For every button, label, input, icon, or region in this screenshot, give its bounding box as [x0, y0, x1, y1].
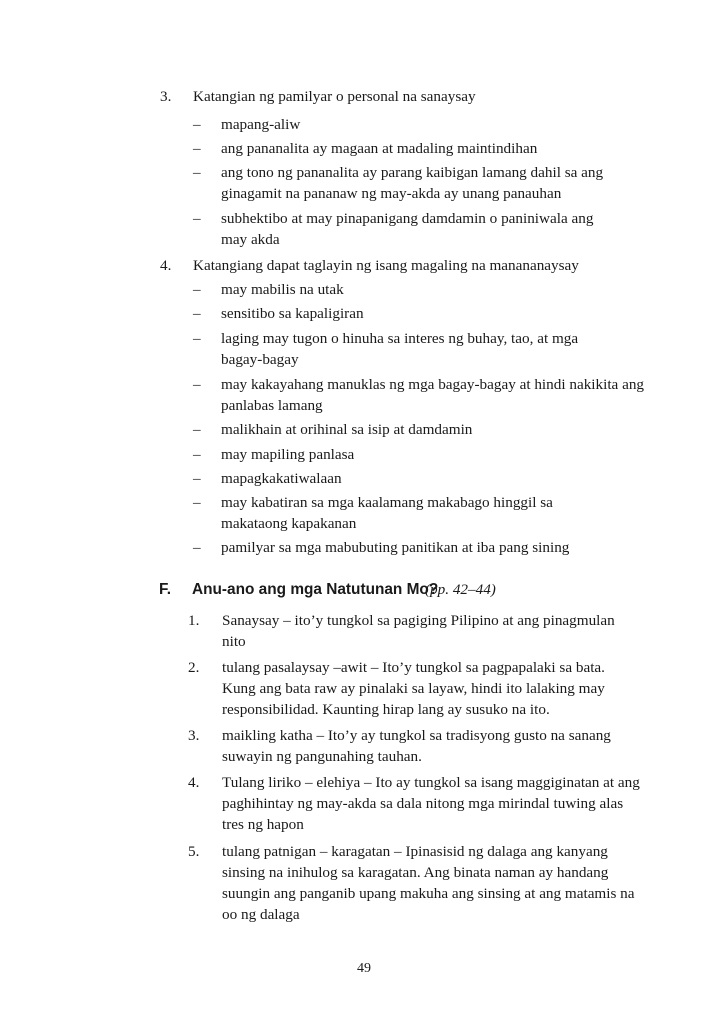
- answer-item: [188, 725, 648, 767]
- answer-text: Sanaysay – ito’y tungkol sa pagiging Pilipino at ang pinagmulan nito: [222, 612, 615, 650]
- list-item-text: may mabilis na utak: [221, 281, 344, 298]
- dash-marker: –: [193, 210, 201, 227]
- section-title: Anu-ano ang mga Natutunan Mo?: [192, 581, 439, 598]
- dash-marker: –: [193, 140, 201, 157]
- list-item-text: may mapiling panlasa: [221, 446, 355, 463]
- list-item-text: malikhain at orihinal sa isip at damdamin: [221, 421, 473, 438]
- answer-number: 4.: [188, 774, 200, 791]
- list-item-text: sensitibo sa kapaligiran: [221, 305, 364, 322]
- dash-marker: –: [193, 446, 201, 463]
- list-item-text: may kabatiran sa mga kaalamang makabago hinggil sa makataong kapakanan: [221, 494, 553, 532]
- list-item: [193, 492, 663, 534]
- list-item-text: pamilyar sa mga mabubuting panitikan at iba pang sining: [221, 539, 570, 556]
- item-4: [160, 255, 640, 276]
- list-item-text: laging may tugon o hinuha sa interes ng buhay, tao, at mga bagay-bagay: [221, 330, 579, 368]
- dash-marker: –: [193, 421, 201, 438]
- answer-item: [188, 657, 648, 720]
- list-item: [193, 162, 663, 204]
- answer-number: 3.: [188, 727, 200, 744]
- section-page-reference: (pp. 42–44): [425, 581, 496, 598]
- answer-number: 1.: [188, 612, 200, 629]
- list-item: [193, 419, 663, 440]
- dash-marker: –: [193, 281, 201, 298]
- item-4-heading: Katangiang dapat taglayin ng isang magaling na manananaysay: [193, 257, 579, 274]
- dash-marker: –: [193, 330, 201, 347]
- answer-text: tulang pasalaysay –awit – Ito’y tungkol sa pagpapalaki sa bata. Kung ang bata raw ay pinalaki sa layaw, hindi ito lalaking may responsibilidad. Kaunting hirap lang ay susuko na ito.: [222, 659, 605, 718]
- dash-marker: –: [193, 164, 201, 181]
- item-4-number: 4.: [160, 257, 172, 274]
- list-item: [193, 114, 663, 135]
- list-item: [193, 374, 663, 416]
- list-item: [193, 208, 663, 250]
- list-item: [193, 138, 663, 159]
- dash-marker: –: [193, 470, 201, 487]
- dash-marker: –: [193, 116, 201, 133]
- answer-item: [188, 610, 648, 652]
- answer-number: 2.: [188, 659, 200, 676]
- item-3: [160, 86, 640, 107]
- answer-number: 5.: [188, 843, 200, 860]
- item-3-heading: Katangian ng pamilyar o personal na sanaysay: [193, 88, 476, 105]
- list-item-text: mapagkakatiwalaan: [221, 470, 342, 487]
- list-item: [193, 537, 663, 558]
- dash-marker: –: [193, 376, 201, 393]
- list-item-text: ang tono ng pananalita ay parang kaibigan lamang dahil sa ang ginagamit na pananaw ng may-akda ay unang panauhan: [221, 164, 604, 202]
- item-3-number: 3.: [160, 88, 172, 105]
- dash-marker: –: [193, 305, 201, 322]
- list-item-text: may kakayahang manuklas ng mga bagay-bagay at hindi nakikita ang panlabas lamang: [221, 376, 645, 414]
- answer-text: maikling katha – Ito’y ay tungkol sa tradisyong gusto na sanang suwayin ng pangunahing tauhan.: [222, 727, 611, 765]
- answer-text: Tulang liriko – elehiya – Ito ay tungkol sa isang maggiginatan at ang paghihintay ng may-akda sa dala nitong mga mirindal tuwing alas tres ng hapon: [222, 774, 640, 833]
- list-item-text: mapang-aliw: [221, 116, 301, 133]
- answer-text: tulang patnigan – karagatan – Ipinasisid ng dalaga ang kanyang sinsing na inihulog sa karagatan. Ang binata naman ay handang suungin ang panganib upang makuha ang sinsing at ang matamis na oo ng dalaga: [222, 843, 635, 923]
- answer-item: [188, 841, 648, 925]
- list-item: [193, 468, 663, 489]
- section-letter: F.: [159, 581, 171, 598]
- list-item: [193, 279, 663, 300]
- list-item-text: subhektibo at may pinapanigang damdamin o paniniwala ang may akda: [221, 210, 594, 248]
- answer-item: [188, 772, 648, 835]
- dash-marker: –: [193, 494, 201, 511]
- list-item: [193, 328, 663, 370]
- dash-marker: –: [193, 539, 201, 556]
- page-number: 49: [357, 961, 371, 976]
- list-item: [193, 303, 663, 324]
- list-item-text: ang pananalita ay magaan at madaling maintindihan: [221, 140, 538, 157]
- list-item: [193, 444, 663, 465]
